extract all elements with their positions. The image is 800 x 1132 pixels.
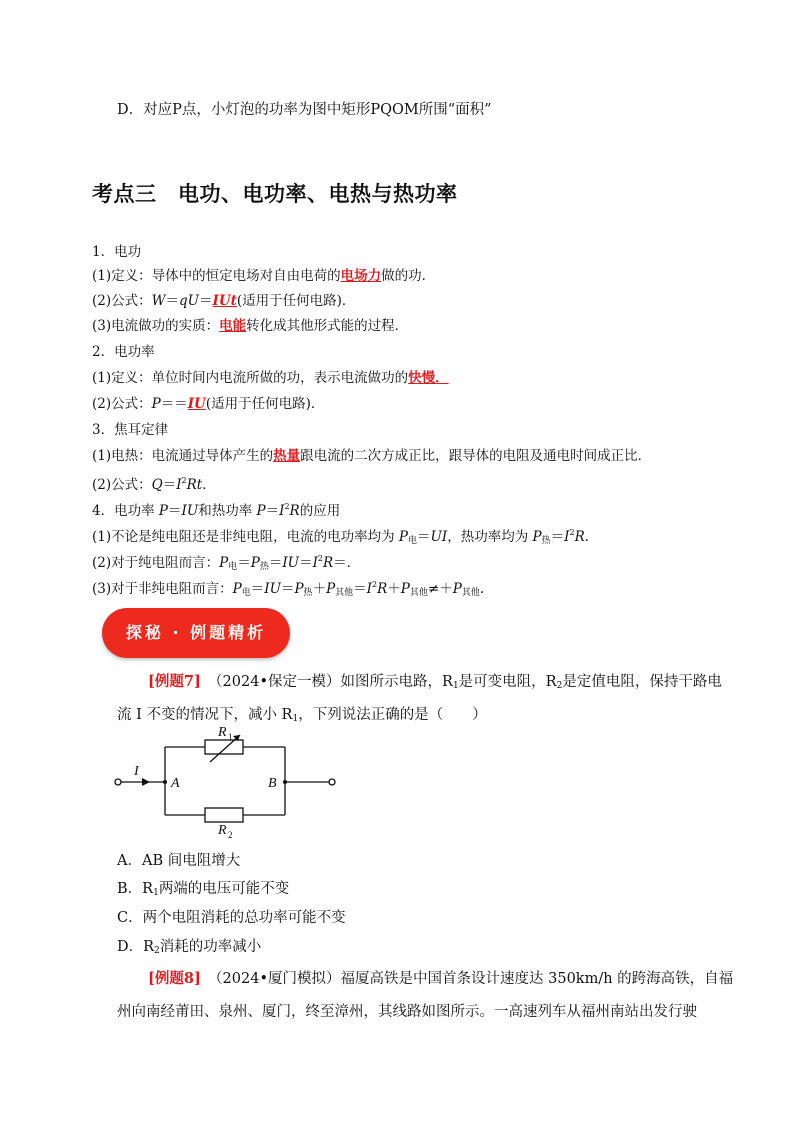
s2-definition-highlight: 快慢． — [408, 370, 449, 386]
example-banner — [102, 608, 290, 658]
input-terminal — [115, 779, 121, 785]
node-b-dot — [283, 780, 287, 784]
s3-formula: (2)公式：$Q=I^2Rt$． — [92, 476, 216, 493]
r2-resistor — [205, 808, 243, 822]
option-b[interactable]: B．$R_1$两端的电压可能不变 — [117, 881, 290, 898]
s3-heat-highlight: 热量 — [273, 448, 301, 464]
s3-heading: 3．焦耳定律 — [92, 422, 169, 438]
option-d[interactable]: D．$R_2$消耗的功率减小 — [117, 939, 262, 956]
option-a[interactable]: A．AB 间电阻增大 — [117, 853, 241, 869]
circuit-diagram — [100, 722, 360, 844]
r1-resistor — [205, 740, 243, 754]
example7-tag: [例题7] — [148, 673, 201, 690]
r1-label: R — [218, 725, 227, 740]
r2-subscript: 2 — [228, 830, 233, 840]
s4-line1: (1)不论是纯电阻还是非纯电阻，电流的电功率均为 $P_电=UI$，热功率均为 $P_热=I^2R$． — [92, 528, 599, 546]
example8-line1: [例题8] （2024•厦门模拟）福厦高铁是中国首条设计速度达 350km/h 的跨海高铁，自福 — [148, 970, 734, 987]
node-b-label: B — [268, 776, 277, 791]
current-arrow — [142, 778, 150, 786]
node-a-label: A — [171, 776, 180, 791]
previous-option-d: D．对应P点，小灯泡的功率为图中矩形PQOM所围“面积” — [117, 102, 492, 118]
s2-heading: 2．电功率 — [92, 344, 155, 360]
current-label: I — [134, 764, 139, 779]
s2-definition: (1)定义：单位时间内电流所做的功，表示电流做功的快慢． — [92, 370, 449, 386]
example8-tag: [例题8] — [148, 970, 201, 987]
option-c[interactable]: C．两个电阻消耗的总功率可能不变 — [117, 910, 346, 926]
s1-definition-highlight: 电场力 — [340, 268, 382, 284]
s2-formula-highlight: IU — [187, 396, 206, 412]
example-banner-label: 探秘 · 例题精析 — [125, 623, 267, 642]
s1-essence-highlight: 电能 — [219, 318, 247, 334]
s1-heading: 1．电功 — [92, 244, 142, 260]
s1-definition: (1)定义：导体中的恒定电场对自由电荷的电场力做的功． — [92, 268, 436, 284]
s1-essence: (3)电流做功的实质：电能转化成其他形式能的过程． — [92, 318, 409, 334]
output-terminal — [329, 779, 335, 785]
s1-formula: (2)公式：W＝qU＝IUt(适用于任何电路)． — [92, 293, 356, 309]
s2-formula: (2)公式：P＝＝IU(适用于任何电路)． — [92, 396, 325, 412]
s4-line2: (2)对于纯电阻而言：$P_电=P_热=IU=I^2R=$． — [92, 554, 361, 572]
r2-label: R — [218, 823, 227, 838]
s3-heat: (1)电热：电流通过导体产生的热量跟电流的二次方成正比，跟导体的电阻及通电时间成正比． — [92, 448, 652, 464]
node-a-dot — [163, 780, 167, 784]
example7-line2: 流 I 不变的情况下，减小 $R_1$，下列说法正确的是（ ） — [117, 707, 487, 724]
s1-formula-highlight: IUt — [212, 293, 237, 309]
s4-heading: 4．电功率 P＝IU和热功率 $P=I^2R$的应用 — [92, 502, 341, 519]
s4-line3: (3)对于非纯电阻而言：$P_电=IU=P_热+P_{其他}=I^2R+P_{其他}\ne+P_{其他}$. — [92, 580, 485, 598]
r1-subscript: 1 — [228, 732, 233, 742]
example8-line2: 州向南经莆田、泉州、厦门，终至漳州，其线路如图所示。一高速列车从福州南站出发行驶 — [117, 1004, 697, 1020]
section-title: 考点三 电功、电功率、电热与热功率 — [92, 182, 458, 206]
example7-line1: [例题7] （2024•保定一模）如图所示电路，$R_1$是可变电阻，$R_2$是定值电阻，保持干路电 — [148, 673, 722, 691]
